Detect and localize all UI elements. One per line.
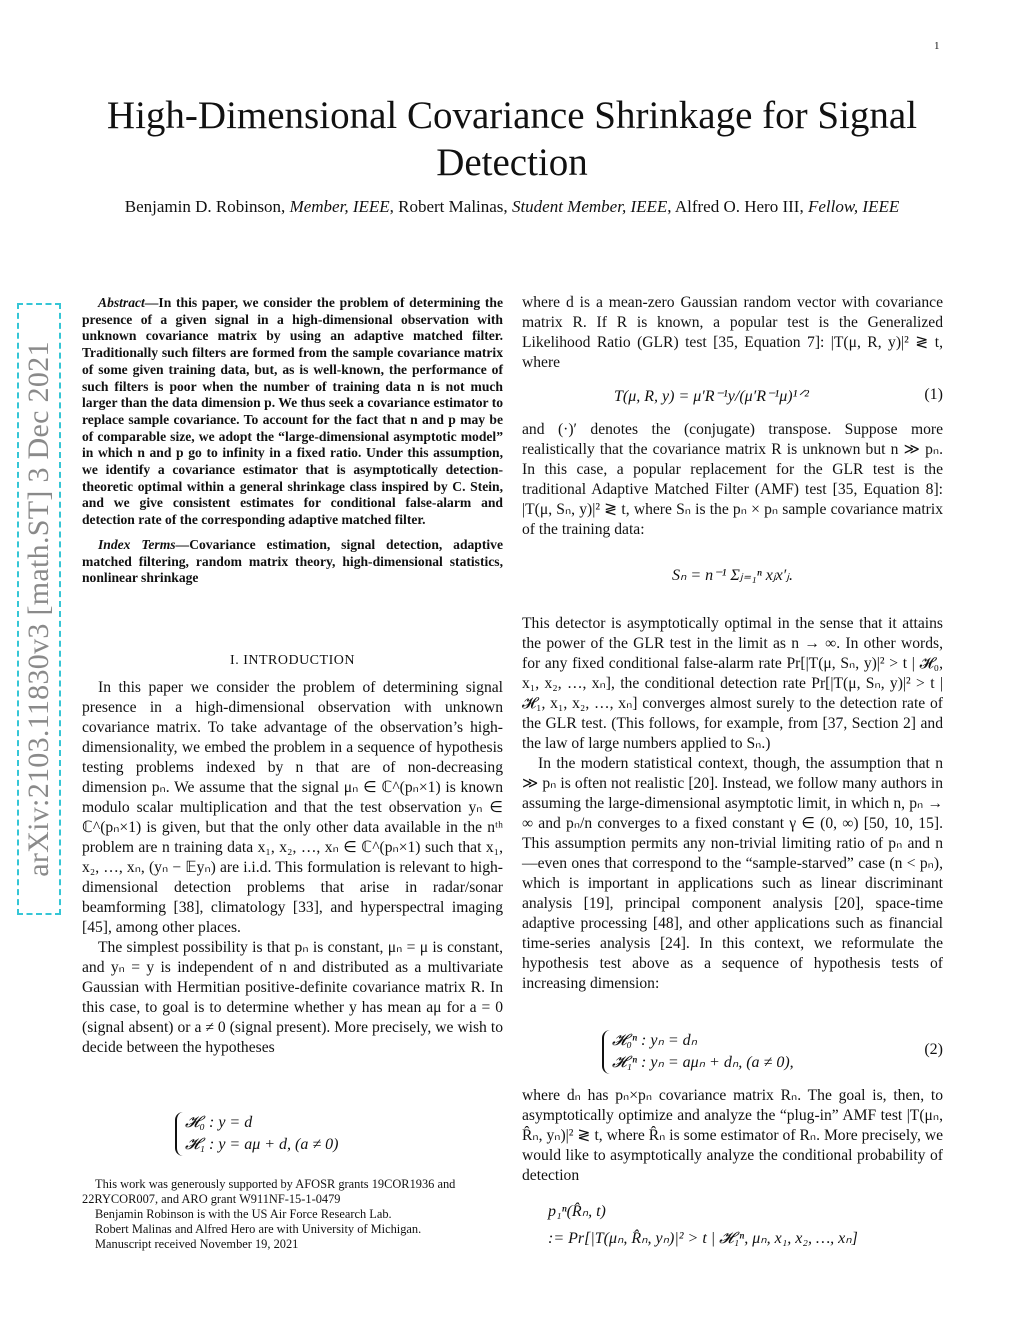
paragraph: where d is a mean-zero Gaussian random vector with covariance matrix R. If R is known, a popular test is the Generalized Likelihood Ratio (GLR) test [35, Equation 7]: |T(μ, R, y)|² ≷ t, where <box>522 294 943 371</box>
author-list <box>40 197 984 217</box>
paragraph: The simplest possibility is that pₙ is constant, μₙ = μ is constant, and yₙ = y is independent of n and distributed as a multivariate Gaussian with Hermitian positive-definite covariance matrix R. In this case, to goal is to determine whether y has mean aμ for a = 0 (signal absent) or a ≠ 0 (signal present). More precisely, we wish to decide between the hypotheses <box>82 939 503 1056</box>
equation-number: (2) <box>924 1041 943 1058</box>
hypothesis-h1n: 𝓗₁ⁿ : yₙ = aμₙ + dₙ, (a ≠ 0), <box>612 1054 794 1071</box>
hypothesis-h0n: 𝓗₀ⁿ : yₙ = dₙ <box>612 1032 698 1049</box>
equation-1 <box>522 386 943 408</box>
author-role: Fellow, IEEE <box>807 197 900 216</box>
equation-rhs: := Pr[|T(μₙ, R̂ₙ, yₙ)|² > t | 𝓗₁ⁿ, μₙ, x₁, x₂, …, xₙ] <box>548 1230 858 1247</box>
equation-1-body: T(μ, R, y) = μ′R⁻¹y/(μ′R⁻¹μ)¹ᐟ² <box>614 388 809 405</box>
abstract-text: In this paper, we consider the problem of determining the presence of a given signal in a high-dimensional observation with unknown covariance matrix by using an adaptive matched filter. Traditionally such filters are formed from the sample covariance matrix of some given training data, but, as is well-known, the performance of such filters is poor when the number of training data n is not much larger than the data dimension p. We thus seek a covariance estimator to replace sample covariance. To account for the fact that n and p may be of comparable size, we adopt the “large-dimensional asymptotic model” in which n and p go to infinity in a fixed ratio. Under this assumption, we identify a covariance estimator that is asymptotically detection-theoretic optimal within a general shrinkage class inspired by C. Stein, and we give consistent estimates for conditional false-alarm and detection rate of the corresponding adaptive matched filter. <box>82 295 504 528</box>
arxiv-id: arXiv:2103.11830v3 [math.ST] 3 Dec 2021 <box>22 341 55 877</box>
equation-detection-probability <box>548 1198 969 1252</box>
equation-sample-covariance: Sₙ = n⁻¹ Σⱼ₌₁ⁿ xⱼx′ⱼ. <box>671 567 794 584</box>
equation-lhs: p₁ⁿ(R̂ₙ, t) <box>548 1203 606 1220</box>
footnote: Manuscript received November 19, 2021 <box>95 1237 299 1251</box>
author-name: , Alfred O. Hero III, <box>667 197 808 216</box>
author-role: Student Member, IEEE <box>511 197 668 216</box>
footnote: Benjamin Robinson is with the US Air Force Research Lab. <box>95 1207 392 1221</box>
intro-body <box>82 678 503 1058</box>
page-number: 1 <box>934 40 940 52</box>
equation-2 <box>522 1030 943 1076</box>
author-name: , Robert Malinas, <box>389 197 512 216</box>
paragraph: and (·)′ denotes the (conjugate) transpose. Suppose more realistically that the covariance matrix R is unknown but n ≫ pₙ. In this case, a popular replacement for the GLR test is the traditional Adaptive Matched Filter (AMF) test [35, Equation 8]: |T(μ, Sₙ, y)|² ≷ t, where Sₙ is the pₙ × pₙ sample covariance matrix of the training data: <box>522 421 943 538</box>
footnotes <box>82 1177 503 1252</box>
paragraph: In the modern statistical context, though, the assumption that n ≫ pₙ is often not realistic [20]. Instead, we follow many authors in assuming the large-dimensional asymptotic limit, in which n, pₙ → ∞ and pₙ/n converges to a fixed constant γ ∈ (0, ∞) [50, 10, 15]. This assumption permits any non-trivial limiting ratio of pₙ and n—even ones that correspond to the “sample-starved” case (n < pₙ), which is important in applications such as linear discriminant analysis [19], principal component analysis [20], space-time adaptive processing [48], and other applications such as financial time-series analysis [24]. In this context, we reformulate the hypothesis test above as a sequence of hypothesis tests of increasing dimension: <box>522 755 943 992</box>
arxiv-stamp[interactable] <box>17 303 61 915</box>
paragraph: In this paper we consider the problem of determining signal presence in a high-dimensional observation with unknown covariance matrix. To take advantage of the observation’s high-dimensionality, we embed the problem in a sequence of hypothesis testing problems indexed by n that are of non-decreasing dimension pₙ. We assume that the signal μₙ ∈ ℂ^(pₙ×1) is known modulo scalar multiplication and that the test observation yₙ ∈ ℂ^(pₙ×1) is given, but that the only other data available in the nᵗʰ problem are n training data x₁, x₂, …, xₙ ∈ ℂ^(pₙ×1) such that x₁, x₂, …, xₙ, (yₙ − 𝔼yₙ) are i.i.d. This formulation is relevant to high-dimensional detection problems that arise in radar/sonar beamforming [38], climatology [33], and hyperspectral imaging [45], among other places. <box>82 679 503 936</box>
author-role: Member, IEEE <box>289 197 390 216</box>
paragraph: This detector is asymptotically optimal in the sense that it attains the power of the GLR test in the limit as n → ∞. In other words, for any fixed conditional false-alarm rate Pr[|T(μ, Sₙ, y)|² > t | 𝓗₀, x₁, x₂, …, xₙ], the conditional detection rate Pr[|T(μ, Sₙ, y)|² > t | 𝓗₁, x₁, x₂, …, xₙ] converges almost surely to the detection rate of the GLR test. (This follows, for example, from [37, Section 2] and the law of large numbers applied to Sₙ.) <box>522 615 943 752</box>
section-heading: I. INTRODUCTION <box>230 653 355 668</box>
paragraph: where dₙ has pₙ×pₙ covariance matrix Rₙ. The goal is, then, to asymptotically optimize and analyze the “plug-in” AMF test |T(μₙ, R̂ₙ, yₙ)|² ≷ t, where R̂ₙ is some estimator of Rₙ. More precisely, we would like to asymptotically analyze the conditional probability of detection <box>522 1087 943 1184</box>
footnote: This work was generously supported by AFOSR grants 19COR1936 and 22RYCOR007, and ARO grant W911NF-15-1-0479 <box>82 1177 456 1206</box>
paper-title: High-Dimensional Covariance Shrinkage for Signal Detection <box>106 94 918 184</box>
index-terms-label: Index Terms— <box>98 536 190 552</box>
hypothesis-h1: 𝓗₁ : y = aμ + d, (a ≠ 0) <box>185 1136 339 1153</box>
footnote: Robert Malinas and Alfred Hero are with University of Michigan. <box>95 1222 422 1236</box>
author-name: Benjamin D. Robinson, <box>124 197 290 216</box>
equation-number: (1) <box>924 386 943 403</box>
equation-hypotheses <box>175 1112 485 1156</box>
abstract <box>82 295 503 587</box>
hypothesis-h0: 𝓗₀ : y = d <box>185 1114 253 1131</box>
abstract-label: Abstract— <box>98 295 159 310</box>
index-terms-text: Covariance estimation, signal detection, adaptive matched filtering, random matrix theory, high-dimensional statistics, nonlinear shrinkage <box>82 536 503 586</box>
